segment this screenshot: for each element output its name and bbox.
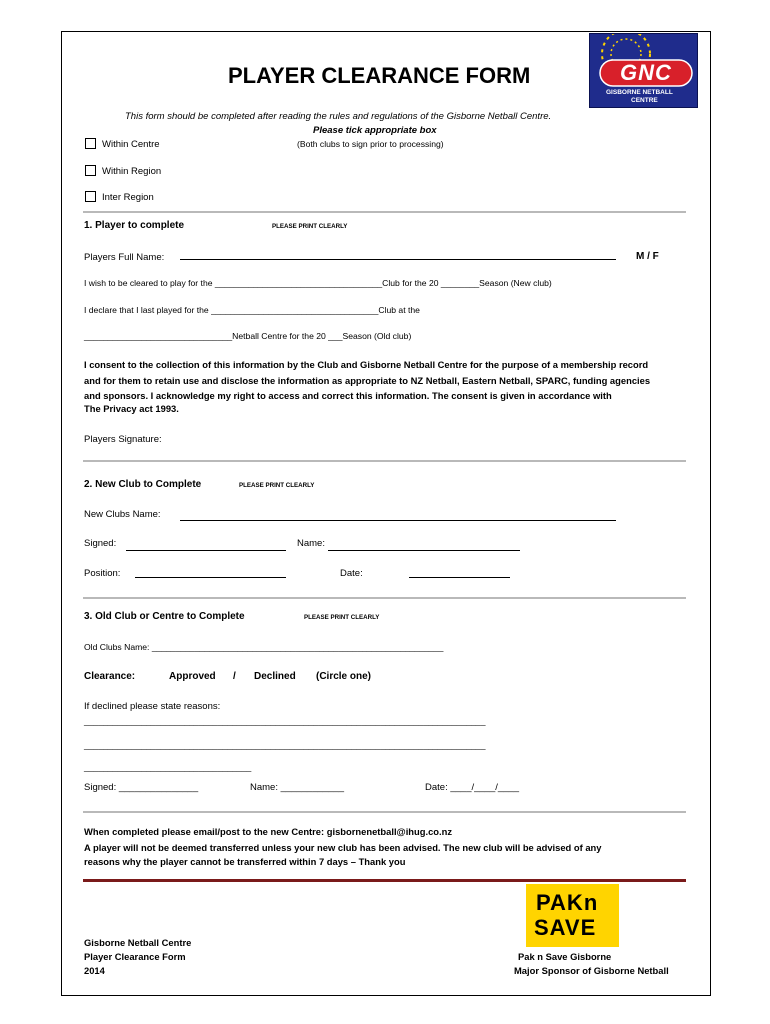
inter-region-label: Inter Region	[102, 192, 154, 203]
clearance-label: Clearance:	[84, 671, 136, 682]
within-centre-checkbox[interactable]	[85, 138, 96, 149]
option-separator: /	[233, 671, 236, 682]
old-club-signed-line[interactable]: Signed: _______________	[84, 782, 199, 793]
gnc-logo	[589, 33, 698, 108]
section2-print-note: PLEASE PRINT CLEARLY	[239, 482, 315, 489]
intro-text: This form should be completed after reading the rules and regulations of the Gisborne Netball Centre.	[125, 111, 552, 122]
gnc-logo-subtitle: GISBORNE NETBALL	[606, 89, 673, 96]
within-centre-label: Within Centre	[102, 139, 160, 150]
transfer-note: A player will not be deemed transferred unless your new club has been advised. The new club will be advised of any	[84, 842, 602, 853]
gnc-logo-subtitle-2: CENTRE	[631, 97, 658, 104]
old-club-date-line[interactable]: Date: ____/____/____	[425, 782, 520, 793]
approved-option[interactable]: Approved	[169, 671, 216, 682]
within-region-checkbox[interactable]	[85, 165, 96, 176]
full-name-field[interactable]	[180, 259, 616, 260]
tick-note: Please tick appropriate box	[313, 125, 437, 136]
footer-org-name: Gisborne Netball Centre	[84, 937, 192, 948]
gender-option: M / F	[636, 251, 659, 262]
footer-divider	[83, 879, 686, 882]
last-played-line[interactable]: I declare that I last played for the ___________________________________Club at the	[84, 305, 420, 315]
reason-line[interactable]: ____________________________________________________________________________________	[84, 716, 486, 726]
section1-print-note: PLEASE PRINT CLEARLY	[272, 223, 348, 230]
new-club-name-field[interactable]	[180, 520, 616, 521]
declined-option[interactable]: Declined	[254, 671, 296, 682]
new-club-date-field[interactable]	[409, 577, 510, 578]
section-divider	[83, 811, 686, 813]
pak-logo-line-2: SAVE	[534, 915, 597, 940]
new-club-name-label: New Clubs Name:	[84, 509, 161, 520]
old-club-name-line[interactable]: Old Clubs Name: _____________________________________________________________	[84, 642, 444, 652]
inter-region-checkbox[interactable]	[85, 191, 96, 202]
submission-instructions: When completed please email/post to the new Centre: gisbornenetball@ihug.co.nz	[84, 826, 453, 837]
section1-heading: 1. Player to complete	[84, 220, 185, 231]
sign-note: (Both clubs to sign prior to processing)	[297, 139, 444, 149]
new-club-name-person-label: Name:	[297, 538, 325, 549]
transfer-note: reasons why the player cannot be transferred within 7 days – Thank you	[84, 856, 406, 867]
section-divider	[83, 211, 686, 213]
sponsor-tagline: Major Sponsor of Gisborne Netball	[514, 965, 669, 976]
consent-text: The Privacy act 1993.	[84, 403, 179, 414]
new-club-person-name-field[interactable]	[328, 550, 520, 551]
new-club-date-label: Date:	[340, 568, 363, 579]
within-region-label: Within Region	[102, 166, 162, 177]
declined-reasons-label: If declined please state reasons:	[84, 701, 221, 712]
reason-line[interactable]: ____________________________________________________________________________________	[84, 740, 486, 750]
pak-logo-line-1: PAKn	[536, 890, 599, 915]
new-club-signed-field[interactable]	[126, 550, 286, 551]
circle-one-note: (Circle one)	[316, 671, 372, 682]
sponsor-name: Pak n Save Gisborne	[518, 951, 612, 962]
position-field[interactable]	[135, 577, 286, 578]
players-signature-label: Players Signature:	[84, 434, 162, 445]
reason-line[interactable]: ___________________________________	[84, 762, 252, 772]
old-club-name-person-line[interactable]: Name: ____________	[250, 782, 345, 793]
section-divider	[83, 597, 686, 599]
full-name-label: Players Full Name:	[84, 252, 165, 263]
gnc-logo-title: GNC	[620, 60, 672, 85]
section-divider	[83, 460, 686, 462]
position-label: Position:	[84, 568, 121, 579]
footer-year: 2014	[84, 965, 105, 976]
consent-text: I consent to the collection of this information by the Club and Gisborne Netball Centre for the purpose of a membership record	[84, 359, 649, 370]
section2-heading: 2. New Club to Complete	[84, 479, 202, 490]
consent-text: and sponsors. I acknowledge my right to access and correct this information. The consent is given in accordance with	[84, 390, 612, 401]
cleared-to-play-line[interactable]: I wish to be cleared to play for the ___________________________________Club for the 20 ________Season (New club)	[84, 278, 552, 288]
section3-heading: 3. Old Club or Centre to Complete	[84, 611, 245, 622]
page-title: PLAYER CLEARANCE FORM	[228, 63, 531, 88]
old-centre-line[interactable]: _______________________________Netball Centre for the 20 ___Season (Old club)	[84, 331, 412, 341]
section3-print-note: PLEASE PRINT CLEARLY	[304, 614, 380, 621]
pak-n-save-logo	[526, 884, 619, 947]
new-club-signed-label: Signed:	[84, 538, 117, 549]
consent-text: and for them to retain use and disclose the information as appropriate to NZ Netball, Eastern Netball, SPARC, funding agencies	[84, 375, 651, 386]
footer-form-name: Player Clearance Form	[84, 951, 186, 962]
